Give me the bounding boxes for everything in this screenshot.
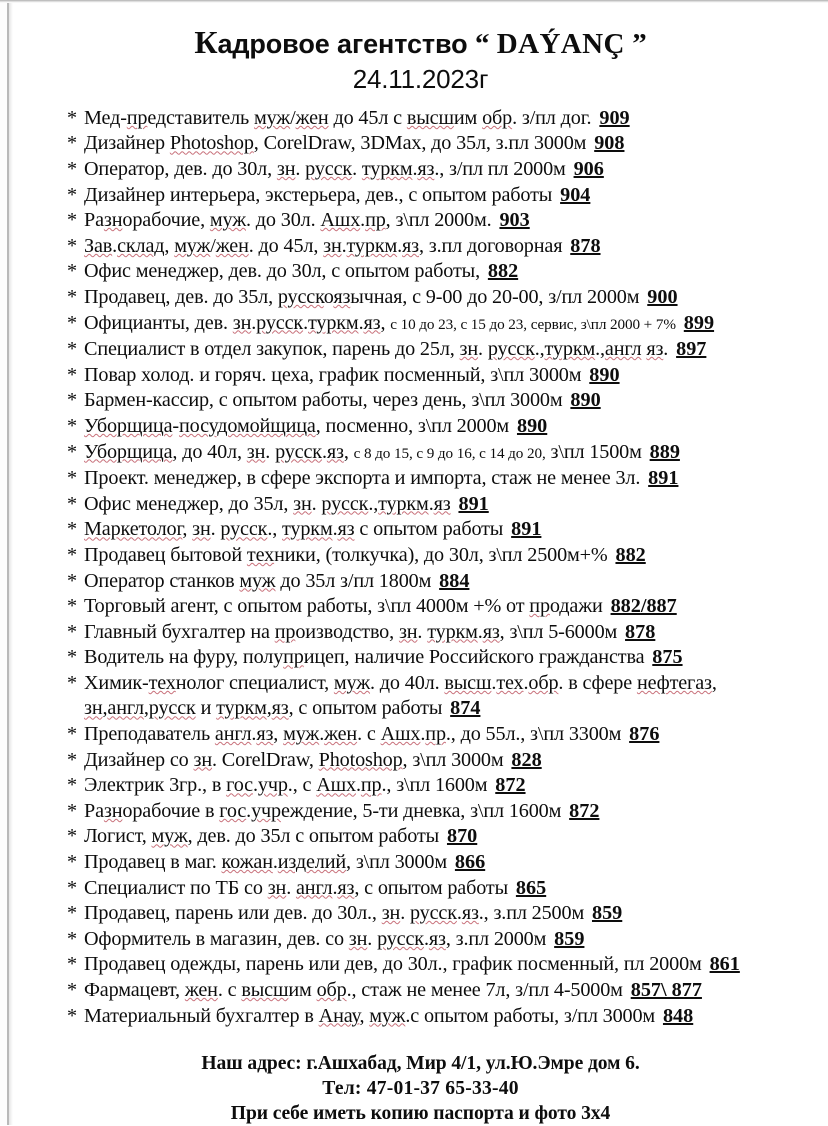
job-description: Маркетолог, зн. русск., туркм.яз с опытом работы [84,518,504,541]
bullet-asterisk: * [67,467,77,490]
job-description: Проект. менеджер, в сфере экспорта и импорта, стаж не менее 3л. [84,467,641,490]
bullet-asterisk: * [67,979,77,1002]
bullet-asterisk: * [67,492,77,515]
job-listing-item [67,285,814,311]
bullet-asterisk: * [67,338,77,361]
job-description: Водитель на фуру, полуприцеп, наличие Российского гражданства [84,646,645,669]
job-reference-number: 906 [573,158,604,181]
bullet-asterisk: * [67,389,77,412]
page-left-margin [0,0,7,1125]
job-reference-number: 875 [652,646,683,669]
job-listing-item [67,157,814,183]
job-listing-item [67,337,814,363]
job-reference-number: 876 [629,723,660,746]
job-description: Уборщица-посудомойщица, посменно, з\пл 2000м [84,414,510,437]
job-listing-item [67,183,814,209]
job-schedule-note: с 10 до 23, с 15 до 23, сервис, з\пл 2000 + 7% [390,315,676,333]
job-description: Офис менеджер, до 35л, зн. русск.,туркм.яз [84,492,451,515]
job-description: Уборщица, до 40л, зн. русск.яз, [84,440,349,463]
bullet-asterisk: * [67,414,77,437]
job-listing-item [67,696,814,722]
job-reference-number: 889 [649,440,680,463]
bullet-asterisk: * [67,1004,77,1027]
job-description: Преподаватель англ.яз, муж.жен. с Ашх.пр., до 55л., з\пл 3300м [84,723,622,746]
job-description: Продавец, дев. до 35л, русскоязычная, с 9-00 до 20-00, з/пл 2000м [84,285,640,308]
job-description: Мед-представитель муж/жен до 45л с высшим обр. з/пл дог. [84,106,592,129]
job-listing-item [67,414,814,440]
job-reference-number: 891 [458,492,489,515]
job-listing-item [67,671,814,697]
job-listing-item [67,466,814,492]
bullet-asterisk: * [67,774,77,797]
bullet-asterisk: * [67,671,77,694]
job-reference-number: 897 [676,338,707,361]
job-reference-number: 872 [495,774,526,797]
bullet-asterisk: * [67,620,77,643]
job-listing-item [67,927,814,953]
bullet-asterisk: * [67,876,77,899]
job-listing [13,106,828,1029]
job-listing-item [67,388,814,414]
job-listing-item [67,440,814,467]
job-description: Оформитель в магазин, дев. со зн. русск.яз, з.пл 2000м [84,927,547,950]
bullet-asterisk: * [67,183,77,206]
job-reference-number: 870 [446,825,478,848]
bullet-asterisk: * [67,799,77,822]
bullet-asterisk: * [67,260,77,283]
job-description: Продавец одежды, парень или дев, до 30л., график посменный, пл 2000м [84,953,702,976]
job-listing-item [67,722,814,748]
bullet-asterisk: * [67,851,77,874]
bullet-asterisk: * [67,209,77,232]
job-description: зн,англ,русск и туркм,яз, с опытом работы [84,697,443,720]
job-reference-number: 859 [591,902,623,925]
job-listing-item [67,492,814,518]
job-reference-number: 865 [515,876,547,899]
bullet-asterisk: * [67,569,77,592]
job-reference-number: 909 [599,106,630,129]
job-description: Электрик 3гр., в гос.учр., с Ашх.пр., з\пл 1600м [84,774,488,797]
bullet-asterisk: * [67,363,77,386]
job-listing-item [67,952,814,978]
job-listing-item [67,824,814,850]
job-reference-number: 882/887 [610,595,677,618]
job-listing-item [67,620,814,646]
quote-close: ” [632,28,647,60]
job-reference-number: 890 [516,414,548,437]
job-schedule-note: с 8 до 15, с 9 до 16, с 14 до 20, [353,444,546,462]
bullet-asterisk: * [67,748,77,771]
job-description: Фармацевт, жен. с высшим обр., стаж не менее 7л, з/пл 4-5000м [84,979,623,1002]
footer-address: Наш адрес: г.Ашхабад, Мир 4/1, ул.Ю.Эмре дом 6. [201,1053,640,1075]
job-reference-number: 900 [647,285,678,308]
job-description: Торговый агент, с опытом работы, з\пл 4000м +% от продажи [84,595,603,618]
document-footer [13,1051,828,1126]
job-reference-number: 874 [450,697,481,720]
job-listing-item [67,645,814,671]
bullet-asterisk: * [67,543,77,566]
job-listing-item [67,311,814,338]
job-reference-number: 857\ 877 [630,979,702,1002]
job-listing-item [67,106,814,132]
job-listing-item [67,850,814,876]
bullet-asterisk: * [67,106,77,129]
agency-brand-name: DAÝANÇ [496,28,625,60]
job-description: Зав.склад, муж/жен. до 45л, зн.туркм.яз, з.пл договорная [84,234,563,257]
bullet-asterisk: * [67,953,77,976]
bullet-asterisk: * [67,646,77,669]
job-reference-number: 882 [487,260,519,283]
job-description: Продавец в маг. кожан.изделий, з\пл 3000м [84,851,447,874]
job-reference-number: 891 [648,467,679,490]
job-description: Дизайнер со зн. CorelDraw, Photoshop, з\пл 3000м [84,748,504,771]
job-listing-item [67,901,814,927]
job-description: Повар холод. и горяч. цеха, график посменный, з\пл 3000м [84,363,582,386]
job-description: Специалист по ТБ со зн. англ.яз, с опытом работы [84,876,508,899]
job-description: Оператор, дев. до 30л, зн. русск. туркм.яз., з/пл пл 2000м [84,158,566,181]
bullet-asterisk: * [67,311,77,334]
job-reference-number: 878 [570,234,601,257]
bullet-asterisk: * [67,723,77,746]
bullet-asterisk: * [67,132,77,155]
job-reference-number: 866 [454,851,486,874]
job-reference-number: 908 [594,132,625,155]
bullet-asterisk: * [67,285,77,308]
job-description: Специалист в отдел закупок, парень до 25л, зн. русск.,туркм.,англ яз. [84,338,669,361]
job-description: Продавец бытовой техники, (толкучка), до 30л, з\пл 2500м+% [84,543,608,566]
bullet-asterisk: * [67,902,77,925]
job-reference-number: 828 [511,748,542,771]
job-listing-item [67,594,814,620]
job-description: Дизайнер Photoshop, CorelDraw, 3DMax, до 35л, з.пл 3000м [84,132,587,155]
document-content [13,3,828,1125]
title-drop-cap: К [194,24,218,60]
job-listing-item [67,569,814,595]
bullet-asterisk: * [67,518,77,541]
title-text: адровое агентство [217,29,468,59]
job-listing-item [67,363,814,389]
bullet-asterisk: * [67,234,77,257]
job-description: Офис менеджер, дев. до 30л, с опытом работы, [84,260,480,283]
job-listing-item [67,773,814,799]
job-description: Разнорабочие, муж. до 30л. Ашх.пр, з\пл 2000м. [84,209,492,232]
job-reference-number: 904 [560,183,591,206]
job-reference-number: 861 [709,953,740,976]
document-header [13,3,828,95]
job-listing-item [67,748,814,774]
quote-open: “ [474,28,490,60]
job-description: Дизайнер интерьера, экстерьера, дев., с опытом работы [84,183,553,206]
job-listing-item [67,234,814,260]
agency-title [13,25,828,61]
bullet-asterisk: * [67,595,77,618]
bullet-asterisk: * [67,440,77,463]
job-description: Главный бухгалтер на производство, зн. туркм.яз, з\пл 5-6000м [84,620,618,643]
job-listing-item [67,208,814,234]
job-listing-item [67,131,814,157]
job-listing-item [67,1004,814,1030]
job-reference-number: 848 [662,1004,694,1027]
job-reference-number: 891 [511,518,542,541]
job-listing-item [67,259,814,285]
job-reference-number: 890 [589,363,620,386]
job-description: Химик-технолог специалист, муж. до 40л. высш.тех.обр. в сфере нефтегаз, [84,671,717,694]
job-reference-number: 890 [570,389,601,412]
job-description: Разнорабочие в гос.учреждение, 5-ти дневка, з\пл 1600м [84,799,562,822]
job-reference-number: 878 [625,620,656,643]
job-reference-number: 884 [439,569,470,592]
job-listing-item [67,799,814,825]
footer-phone: Тел: 47-01-37 65-33-40 [322,1078,519,1100]
document-date: 24.11.2023г [352,63,489,94]
footer-notice: При себе иметь копию паспорта и фото 3х4 [230,1103,611,1125]
bullet-asterisk: * [67,158,77,181]
job-listing-item [67,978,814,1004]
job-listing-item [67,876,814,902]
job-reference-number: 899 [683,311,715,334]
bullet-asterisk: * [67,927,77,950]
bullet-asterisk: * [67,825,77,848]
job-description: Официанты, дев. зн.русск.туркм.яз, [84,311,386,334]
job-reference-number: 903 [499,209,530,232]
job-description: Бармен-кассир, с опытом работы, через день, з\пл 3000м [84,389,563,412]
job-description-tail: з\пл 1500м [550,440,642,463]
job-listing-item [67,517,814,543]
job-description: Оператор станков муж до 35л з/пл 1800м [84,569,432,592]
job-listing-item [67,543,814,569]
job-description: Материальный бухгалтер в Анау, муж.с опытом работы, з/пл 3000м [84,1004,656,1027]
job-description: Продавец, парень или дев. до 30л., зн. русск.яз., з.пл 2500м [84,902,585,925]
job-reference-number: 872 [569,799,600,822]
job-reference-number: 859 [554,927,585,950]
job-reference-number: 882 [615,543,646,566]
job-description: Логист, муж, дев. до 35л с опытом работы [84,825,440,848]
